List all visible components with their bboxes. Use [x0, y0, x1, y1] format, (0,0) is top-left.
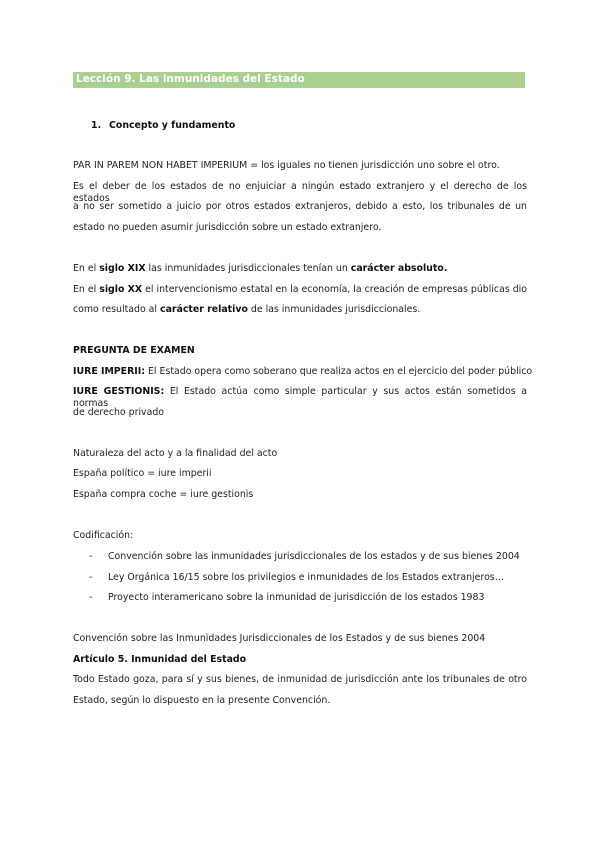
article-heading: Artículo 5. Inmunidad del Estado: [73, 654, 247, 665]
lesson-title: Lección 9. Las inmunidades del Estado: [76, 73, 305, 85]
list-item: [89, 572, 504, 584]
section-number: 1.: [91, 120, 102, 131]
text-span: las inmunidades jurisdiccionales tenían un: [145, 263, 351, 274]
paragraph-line: Es el deber de los estados de no enjuiciar a ningún estado extranjero y el derecho de los estados: [73, 181, 527, 204]
paragraph-line: Naturaleza del acto y a la finalidad del acto: [73, 448, 278, 459]
text-span: El Estado actúa como simple particular y sus actos están sometidos a normas: [73, 386, 527, 409]
codification-label: Codificación:: [73, 530, 134, 541]
text-span: el intervencionismo estatal en la economía, la creación de empresas públicas dio: [142, 284, 528, 295]
bold-text: carácter absoluto.: [350, 263, 448, 274]
list-item-text: Proyecto interamericano sobre la inmunidad de jurisdicción de los estados 1983: [108, 592, 485, 603]
paragraph-line: [73, 263, 447, 275]
dash-bullet: -: [89, 572, 93, 583]
paragraph-line: estado no pueden asumir jurisdicción sobre un estado extranjero.: [73, 222, 382, 233]
bold-text: carácter relativo: [160, 304, 248, 315]
text-span: de las inmunidades jurisdiccionales.: [247, 304, 421, 315]
paragraph-line: [73, 366, 532, 378]
paragraph-line: PAR IN PAREM NON HABET IMPERIUM = los iguales no tienen jurisdicción uno sobre el otro.: [73, 160, 500, 171]
exam-heading: PREGUNTA DE EXAMEN: [73, 345, 195, 356]
list-item-text: Ley Orgánica 16/15 sobre los privilegios e inmunidades de los Estados extranjeros…: [108, 572, 505, 583]
paragraph-line: España político = iure imperii: [73, 468, 212, 479]
convention-title: Convención sobre las Inmunidades Jurisdiccionales de los Estados y de sus bienes 2004: [73, 633, 486, 644]
paragraph-line: Todo Estado goza, para sí y sus bienes, de inmunidad de jurisdicción ante los tribunales de otro: [73, 674, 527, 685]
paragraph-line: [73, 284, 527, 296]
bold-text: IURE GESTIONIS:: [73, 386, 165, 397]
list-item-text: Convención sobre las inmunidades jurisdiccionales de los estados y de sus bienes 2004: [108, 551, 520, 562]
section-heading: [91, 120, 235, 132]
bold-text: siglo XX: [99, 284, 143, 295]
list-item: [89, 551, 520, 563]
dash-bullet: -: [89, 592, 93, 603]
lesson-title-bar: [73, 72, 525, 88]
section-title: Concepto y fundamento: [109, 120, 236, 131]
text-span: como resultado al: [73, 304, 161, 315]
text-span: El Estado opera como soberano que realiza actos en el ejercicio del poder público: [145, 366, 533, 377]
paragraph-line: Estado, según lo dispuesto en la presente Convención.: [73, 695, 331, 706]
paragraph-line: a no ser sometido a juicio por otros estados extranjeros, debido a esto, los tribunales de un: [73, 201, 527, 212]
bold-text: IURE IMPERII:: [73, 366, 146, 377]
bold-text: siglo XIX: [99, 263, 146, 274]
text-span: En el: [73, 263, 100, 274]
paragraph-line: [73, 304, 420, 316]
text-span: En el: [73, 284, 100, 295]
list-item: [89, 592, 484, 604]
dash-bullet: -: [89, 551, 93, 562]
paragraph-line: de derecho privado: [73, 407, 165, 418]
paragraph-line: España compra coche = iure gestionis: [73, 489, 254, 500]
